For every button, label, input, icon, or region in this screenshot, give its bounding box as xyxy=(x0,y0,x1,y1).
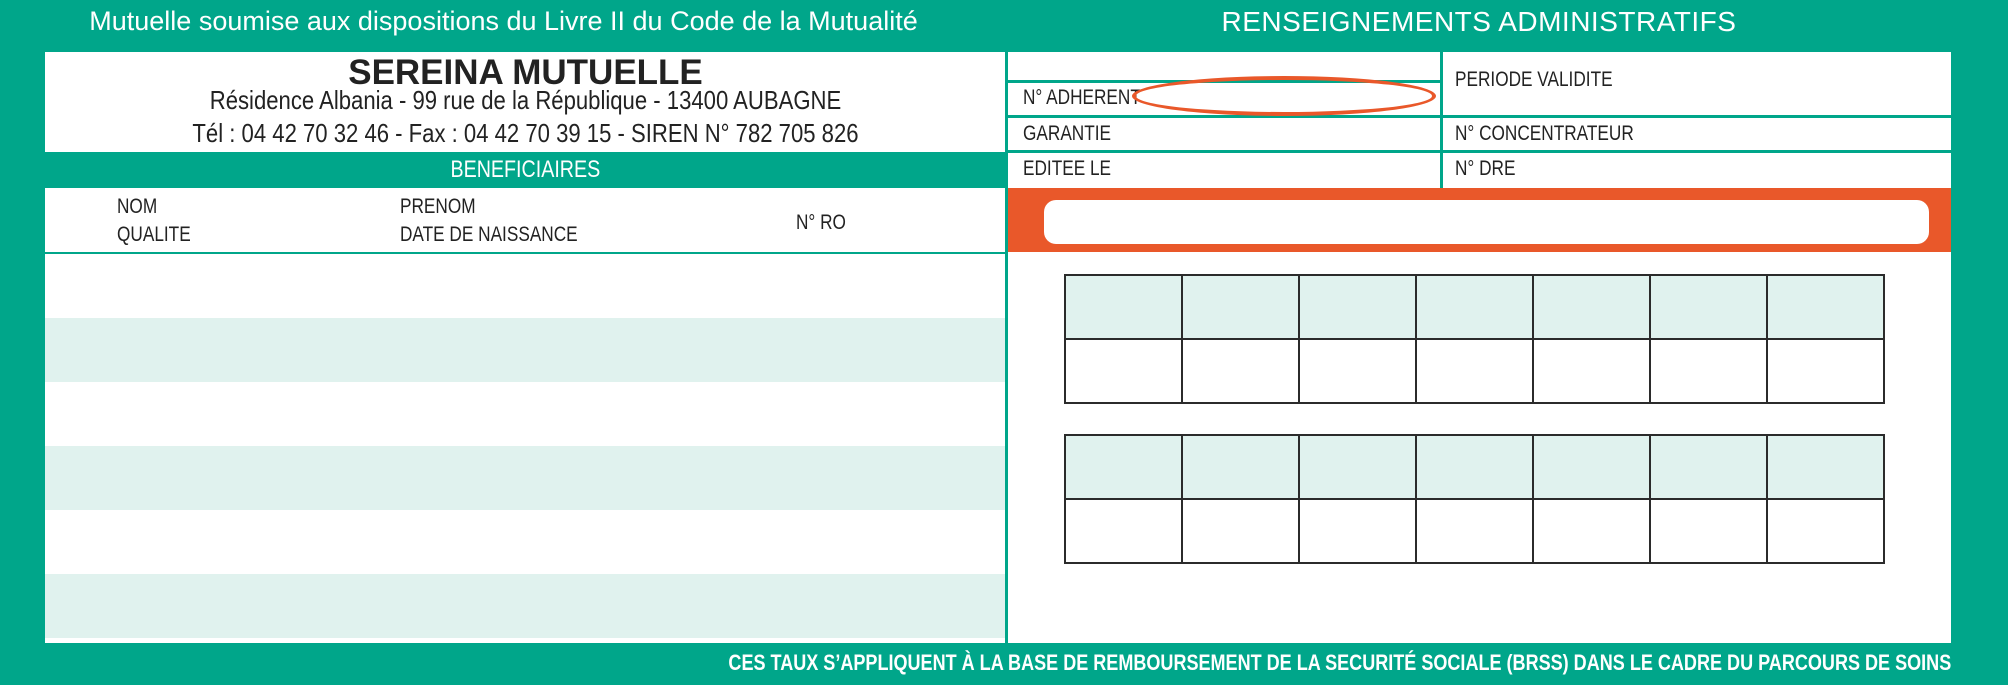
dre-label: N° DRE xyxy=(1455,157,1516,180)
rates-table-2 xyxy=(1064,434,1885,564)
rates-value-cell xyxy=(1299,499,1416,563)
rates-table-1 xyxy=(1064,274,1885,404)
rates-value-cell xyxy=(1767,499,1884,563)
beneficiaries-title-bar xyxy=(45,152,1006,188)
beneficiaries-panel xyxy=(45,52,1006,643)
organization-name: SEREINA MUTUELLE xyxy=(348,53,703,92)
column-header-date-naissance: DATE DE NAISSANCE xyxy=(400,223,578,246)
rates-value-cell xyxy=(1065,499,1182,563)
rates-header-row xyxy=(1065,275,1884,339)
rates-header-cell xyxy=(1065,435,1182,499)
beneficiary-row xyxy=(45,382,1006,446)
highlight-field[interactable] xyxy=(1044,200,1929,244)
admin-info-grid xyxy=(1008,52,1951,188)
rates-header-cell xyxy=(1767,435,1884,499)
adherent-number-field[interactable] xyxy=(1132,76,1436,116)
organization-contact: Tél : 04 42 70 32 46 - Fax : 04 42 70 39 15 - SIREN N° 782 705 826 xyxy=(192,118,859,148)
rates-header-cell xyxy=(1416,275,1533,339)
rates-value-cell xyxy=(1299,339,1416,403)
rates-header-cell xyxy=(1299,435,1416,499)
rates-value-cell xyxy=(1065,339,1182,403)
rates-value-cell xyxy=(1533,339,1650,403)
beneficiary-row xyxy=(45,574,1006,638)
rates-value-cell xyxy=(1416,499,1533,563)
rates-value-row xyxy=(1065,339,1884,403)
rates-value-cell xyxy=(1182,339,1299,403)
beneficiaries-title: BENEFICIAIRES xyxy=(450,156,601,183)
highlight-bar xyxy=(1008,188,1951,252)
rates-header-cell xyxy=(1416,435,1533,499)
rates-header-row xyxy=(1065,435,1884,499)
legal-notice: Mutuelle soumise aux dispositions du Livre II du Code de la Mutualité xyxy=(89,6,918,36)
rates-value-cell xyxy=(1533,499,1650,563)
column-header-nom-qualite xyxy=(117,193,191,249)
rates-header-cell xyxy=(1065,275,1182,339)
column-header-ro: N° RO xyxy=(796,211,846,234)
beneficiary-row xyxy=(45,446,1006,510)
beneficiary-row xyxy=(45,318,1006,382)
rates-header-cell xyxy=(1533,435,1650,499)
grid-line xyxy=(1440,52,1443,188)
rates-value-cell xyxy=(1650,339,1767,403)
garantie-label: GARANTIE xyxy=(1023,122,1112,145)
editee-le-label: EDITEE LE xyxy=(1023,157,1112,180)
brss-footer-note: CES TAUX S’APPLIQUENT À LA BASE DE REMBOURSEMENT DE LA SECURITÉ SOCIALE (BRSS) DANS LE CADRE DU PARCOURS DE SOINS xyxy=(728,650,1951,675)
admin-panel xyxy=(1008,52,1951,643)
concentrateur-label: N° CONCENTRATEUR xyxy=(1455,122,1634,145)
grid-line xyxy=(1008,150,1951,153)
rates-header-cell xyxy=(1299,275,1416,339)
beneficiary-row xyxy=(45,254,1006,318)
periode-validite-label: PERIODE VALIDITE xyxy=(1455,68,1613,91)
admin-section-title: RENSEIGNEMENTS ADMINISTRATIFS xyxy=(1221,6,1737,37)
grid-line xyxy=(1008,115,1951,118)
rates-header-cell xyxy=(1182,435,1299,499)
column-header-qualite: QUALITE xyxy=(117,223,191,246)
column-header-nom: NOM xyxy=(117,195,158,218)
organization-address: Résidence Albania - 99 rue de la République - 13400 AUBAGNE xyxy=(209,85,842,115)
rates-value-cell xyxy=(1416,339,1533,403)
rates-header-cell xyxy=(1182,275,1299,339)
beneficiary-row xyxy=(45,510,1006,574)
rates-value-row xyxy=(1065,499,1884,563)
rates-value-cell xyxy=(1182,499,1299,563)
rates-value-cell xyxy=(1767,339,1884,403)
rates-header-cell xyxy=(1767,275,1884,339)
adherent-label: N° ADHERENT xyxy=(1023,86,1141,109)
rates-header-cell xyxy=(1650,275,1767,339)
column-header-prenom-date xyxy=(400,193,578,249)
rates-header-cell xyxy=(1650,435,1767,499)
column-header-prenom: PRENOM xyxy=(400,195,476,218)
rates-value-cell xyxy=(1650,499,1767,563)
rates-header-cell xyxy=(1533,275,1650,339)
